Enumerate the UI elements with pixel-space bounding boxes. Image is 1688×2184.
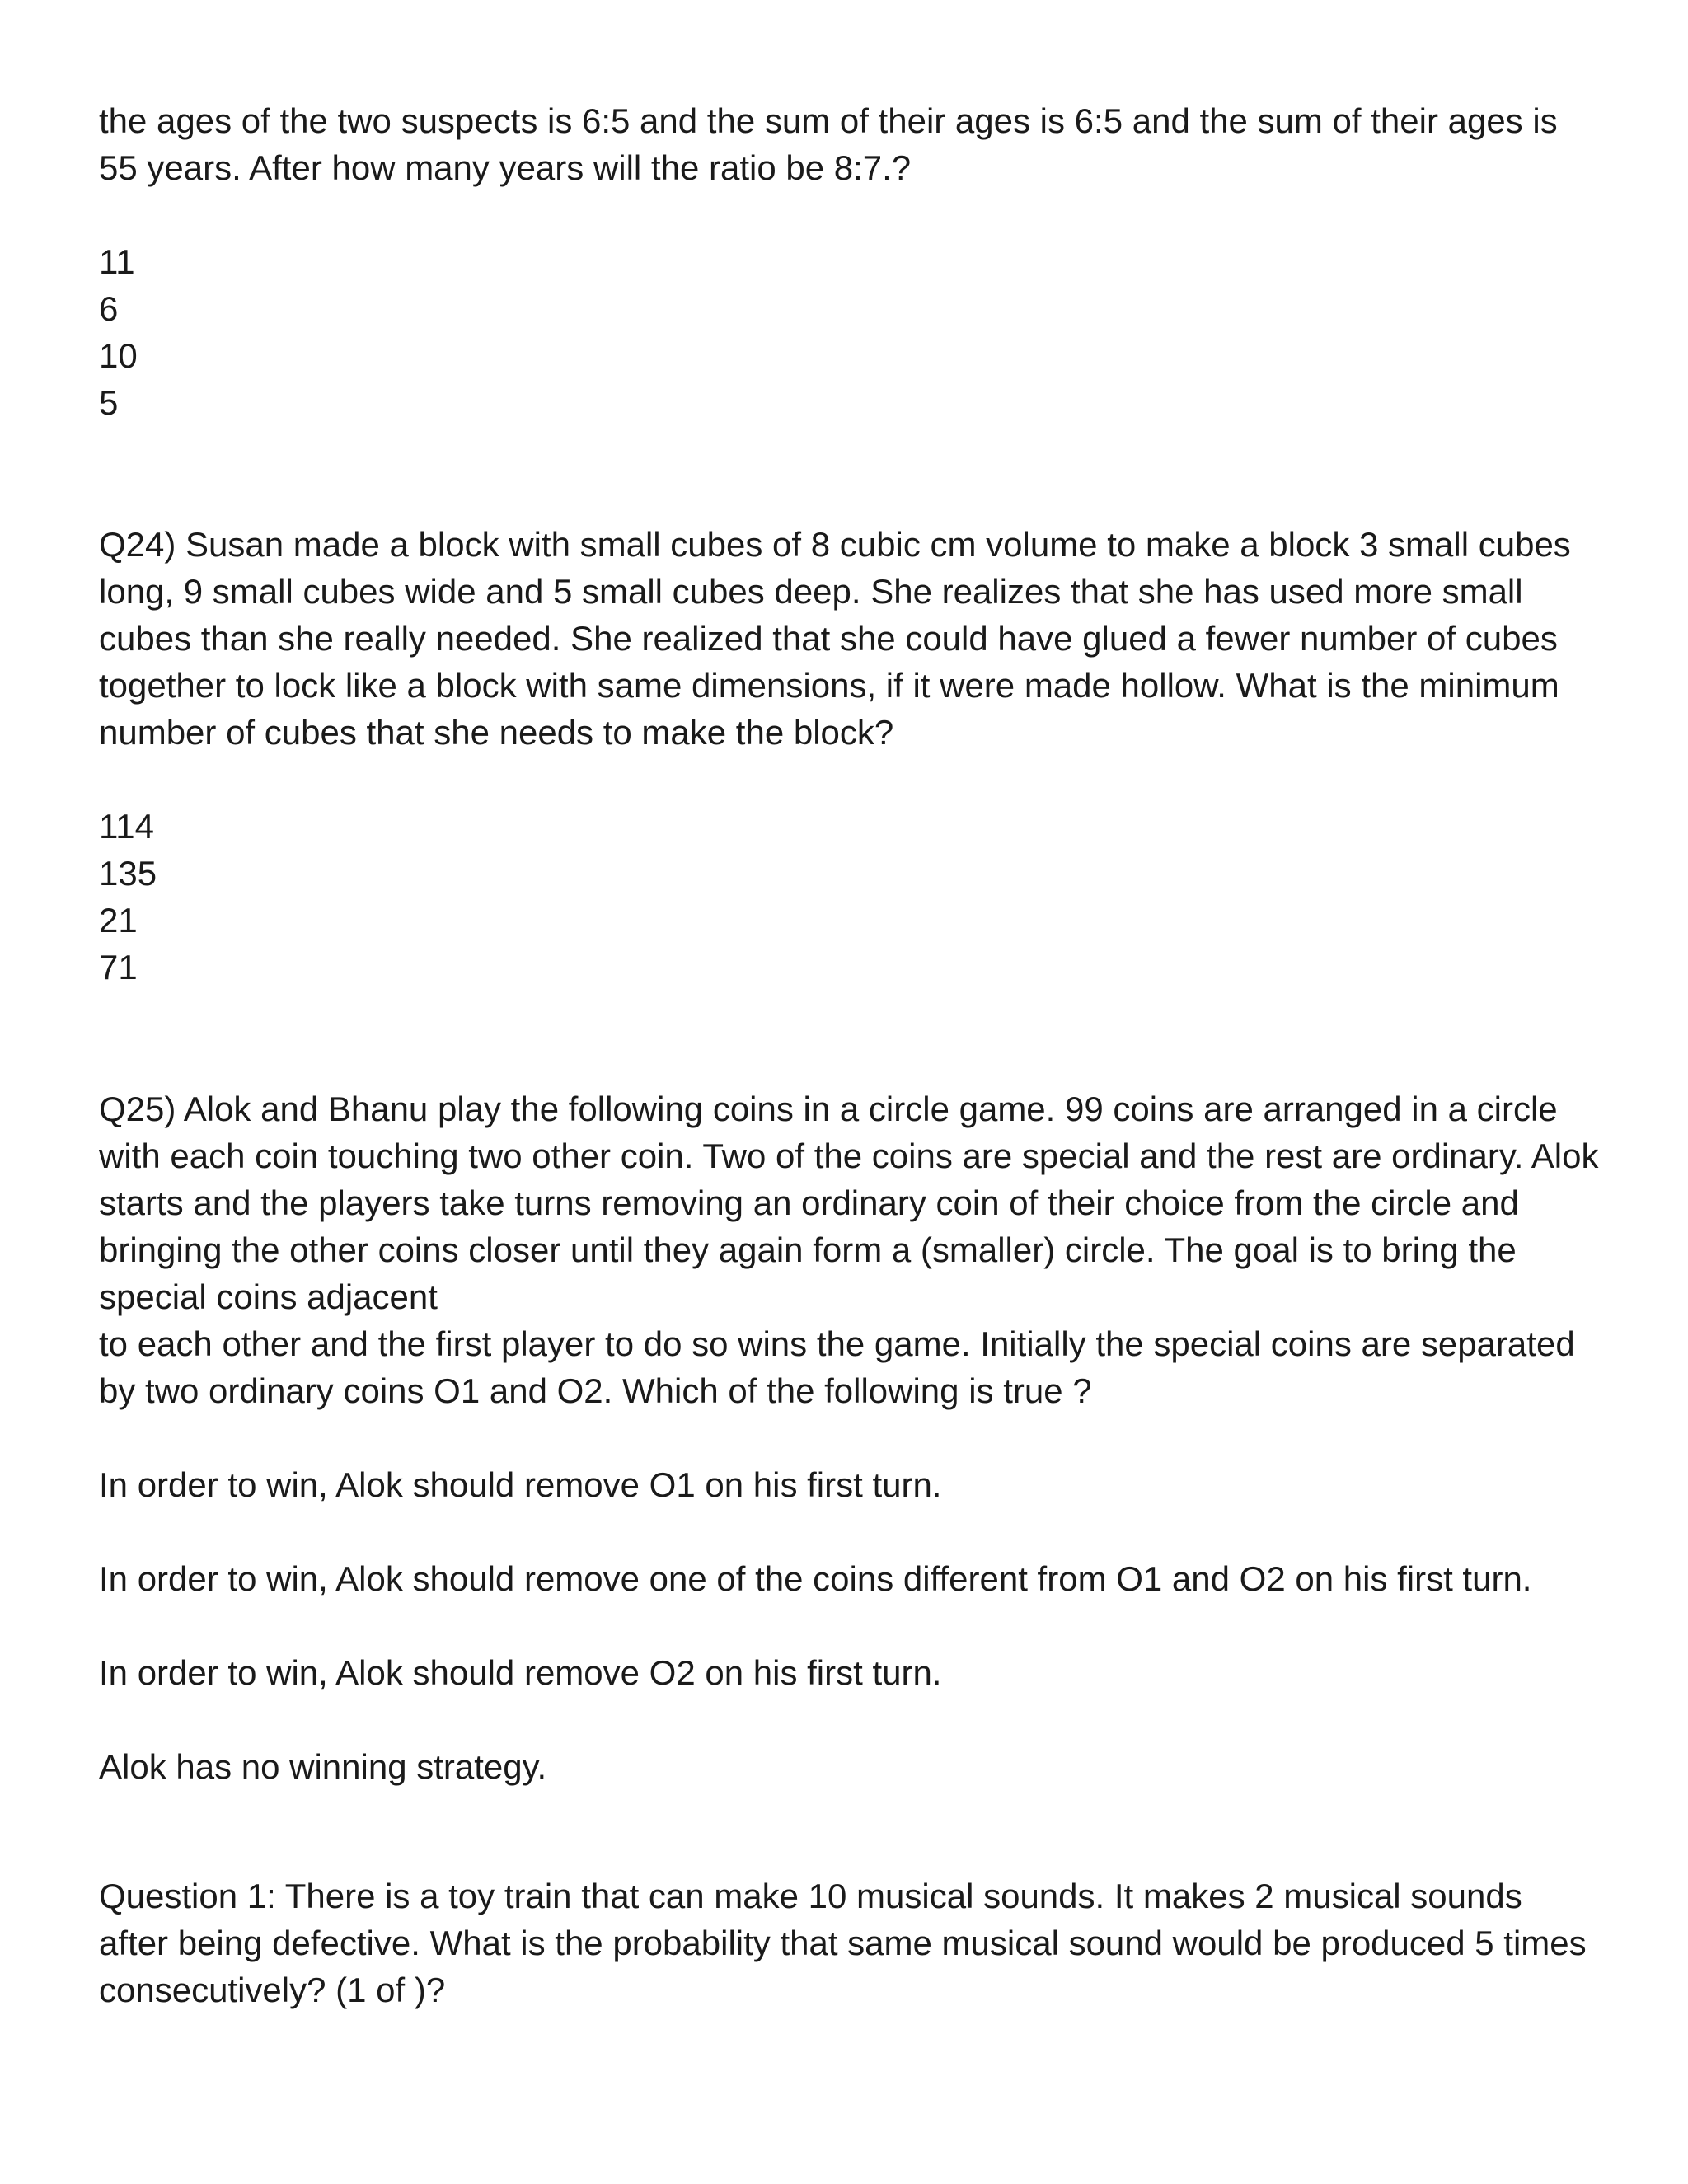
question-24-text: Q24) Susan made a block with small cubes of 8 cubic cm volume to make a block 3 small cubes long, 9 small cubes wide and 5 small cubes deep. She realizes that she has used more small cubes than she really needed. She realized that she could have glued a fewer number of cubes together to lock like a block with same dimensions, if it were made hollow. What is the minimum number of cubes that she needs to make the block? — [99, 525, 1571, 752]
document-page — [99, 97, 1599, 2013]
option-item: 114 — [99, 807, 154, 846]
spacer — [99, 1790, 1599, 1872]
option-item: In order to win, Alok should remove one of the coins different from O1 and O2 on his first turn. — [99, 1559, 1532, 1598]
question-25-text-continued: to each other and the first player to do so wins the game. Initially the special coins are separated by two ordinary coins O1 and O2. Which of the following is true ? — [99, 1324, 1575, 1410]
spacer — [99, 1508, 1599, 1555]
option-item: 135 — [99, 854, 157, 893]
option-item: 71 — [99, 948, 138, 987]
spacer — [99, 426, 1599, 521]
spacer — [99, 191, 1599, 238]
option-item: Alok has no winning strategy. — [99, 1747, 547, 1786]
question-1-text: Question 1: There is a toy train that can make 10 musical sounds. It makes 2 musical sounds after being defective. What is the probability that same musical sound would be produced 5 times consecutively? (1 of )? — [99, 1877, 1587, 2009]
option-item: 5 — [99, 383, 119, 422]
question-24-options — [99, 803, 1599, 991]
option-item: 11 — [99, 242, 135, 281]
spacer — [99, 1602, 1599, 1649]
question-23-options — [99, 238, 1599, 426]
spacer — [99, 1696, 1599, 1743]
option-item: In order to win, Alok should remove O2 on his first turn. — [99, 1653, 942, 1692]
option-item: 10 — [99, 336, 138, 375]
option-item: In order to win, Alok should remove O1 on his first turn. — [99, 1465, 942, 1504]
question-23-text: the ages of the two suspects is 6:5 and the sum of their ages is 6:5 and the sum of their ages is 55 years. After how many years will the ratio be 8:7.? — [99, 101, 1558, 187]
question-25-text: Q25) Alok and Bhanu play the following coins in a circle game. 99 coins are arranged in a circle with each coin touching two other coin. Two of the coins are special and the rest are ordinary. Alok starts and the players take turns removing an ordinary coin of their choice from the circle and bringing the other coins closer until they again form a (smaller) circle. The goal is to bring the special coins adjacent — [99, 1090, 1599, 1316]
spacer — [99, 1414, 1599, 1461]
option-item: 21 — [99, 901, 138, 940]
option-item: 6 — [99, 289, 119, 328]
spacer — [99, 756, 1599, 803]
spacer — [99, 991, 1599, 1085]
